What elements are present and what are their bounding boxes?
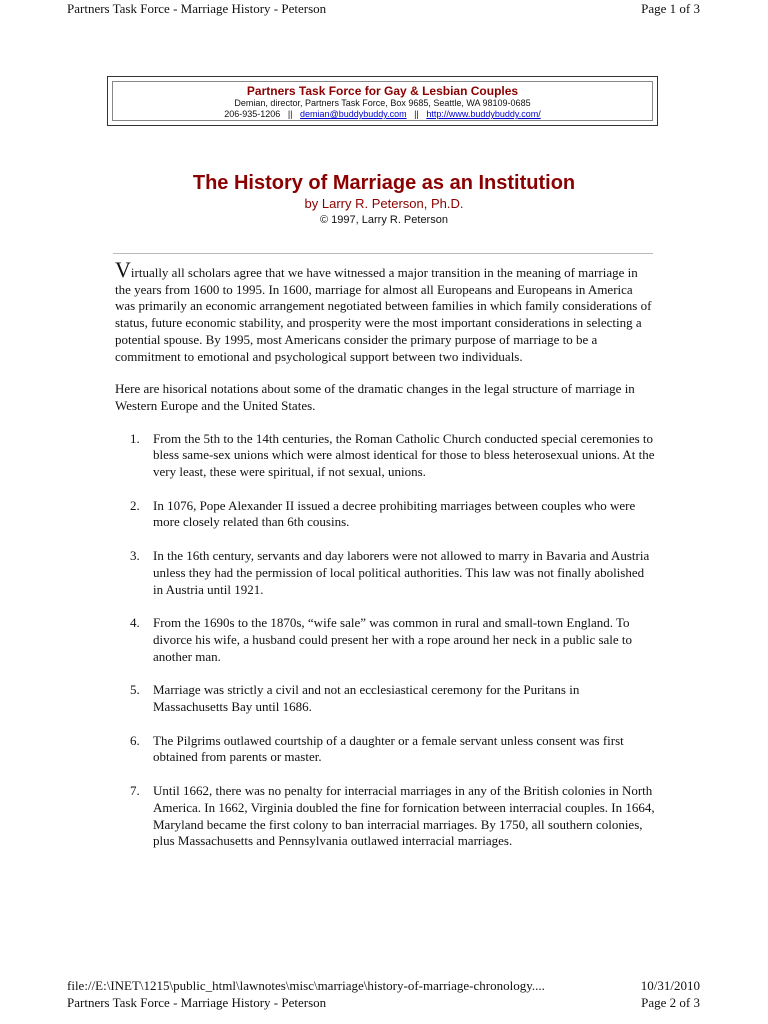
- list-item-text: In 1076, Pope Alexander II issued a decree prohibiting marriages between couples who were more closely related than 6th cousins.: [153, 497, 636, 530]
- list-item-text: In the 16th century, servants and day laborers were not allowed to marry in Bavaria and Austria unless they had the permission of local political authorities. This law was not finally abolished in Austria until 1921.: [153, 548, 650, 597]
- list-number: 4.: [130, 615, 140, 631]
- copyright-notice: © 1997, Larry R. Peterson: [320, 214, 448, 226]
- lead-paragraph: Here are hisorical notations about some of the dramatic changes in the legal structure of marriage in Western Europe and the United States.: [115, 381, 635, 413]
- list-item-text: Marriage was strictly a civil and not an ecclesiastical ceremony for the Puritans in Massachusetts Bay until 1686.: [153, 682, 580, 715]
- list-number: 6.: [130, 732, 140, 748]
- organization-name: Partners Task Force for Gay & Lesbian Couples: [246, 84, 519, 98]
- drop-cap: V: [115, 257, 131, 282]
- list-item: [115, 682, 655, 715]
- horizontal-divider: [113, 253, 653, 254]
- phone-number: 206-935-1206: [224, 109, 281, 119]
- next-page-header: [67, 994, 700, 1011]
- list-item: [115, 783, 655, 850]
- list-item: [115, 548, 655, 598]
- article-body: [115, 257, 655, 867]
- page-number: Page 1 of 3: [641, 1, 700, 16]
- list-item-text: Until 1662, there was no penalty for interracial marriages in any of the British colonies in North America. In 1662, Virginia doubled the fine for fornication between interracial couples. In 1664, Maryland became the first colony to ban interracial marriages. By 1750, all southern colonies, plus Massachusetts and Pennsylvania outlawed interracial marriages.: [153, 783, 655, 849]
- page-header: [67, 0, 700, 17]
- list-number: 1.: [130, 430, 140, 446]
- list-item: [115, 615, 655, 665]
- document-title: The History of Marriage as an Institution: [192, 172, 576, 194]
- page-footer: [67, 977, 700, 994]
- page-number: Page 2 of 3: [641, 995, 700, 1010]
- list-item: [115, 733, 655, 766]
- chronology-list: [115, 431, 655, 850]
- list-number: 7.: [130, 783, 140, 799]
- list-item: [115, 431, 655, 481]
- list-item-text: From the 5th to the 14th centuries, the Roman Catholic Church conducted special ceremonies to bless same-sex unions which were almost identical for those to bless heterosexual unions. At the very least, these were spiritual, if not sexual, unions.: [153, 430, 655, 480]
- separator: ||: [414, 109, 419, 119]
- intro-text: irtually all scholars agree that we have witnessed a major transition in the meaning of marriage in the years from 1600 to 1995. In 1600, marriage for almost all Europeans and Europeans in America was primarily an economic arrangement negotiated between families in which family considerations of status, future economic stability, and prosperity were the most important considerations in selecting a potential spouse. By 1995, most Americans consider the primary purpose of marriage to be a commitment to emotional and psychological support between two individuals.: [115, 265, 652, 364]
- list-item-text: The Pilgrims outlawed courtship of a daughter or a female servant unless consent was first obtained from parents or master.: [153, 732, 624, 765]
- website-link[interactable]: http://www.buddybuddy.com/: [426, 109, 541, 119]
- separator: ||: [287, 109, 293, 119]
- header-title: Partners Task Force - Marriage History - Peterson: [67, 995, 327, 1010]
- list-item: [115, 498, 655, 531]
- list-number: 5.: [130, 682, 140, 698]
- header-title: Partners Task Force - Marriage History - Peterson: [67, 1, 327, 16]
- author-byline: by Larry R. Peterson, Ph.D.: [304, 196, 464, 211]
- contact-line: [113, 109, 652, 120]
- list-number: 3.: [130, 548, 140, 564]
- file-path: file://E:\INET\1215\public_html\lawnotes\misc\marriage\history-of-marriage-chronology....: [67, 978, 545, 993]
- intro-paragraph: [115, 257, 655, 365]
- organization-address: Demian, director, Partners Task Force, Box 9685, Seattle, WA 98109-0685: [234, 98, 531, 108]
- print-date: 10/31/2010: [640, 978, 700, 993]
- list-number: 2.: [130, 497, 140, 513]
- title-block: [0, 170, 768, 228]
- email-link[interactable]: demian@buddybuddy.com: [300, 109, 407, 119]
- organization-banner: [107, 76, 658, 126]
- banner-inner-frame: [112, 81, 653, 121]
- list-item-text: From the 1690s to the 1870s, “wife sale” was common in rural and small-town England. To divorce his wife, a husband could present her with a rope around her neck in a public sale to another man.: [153, 615, 633, 664]
